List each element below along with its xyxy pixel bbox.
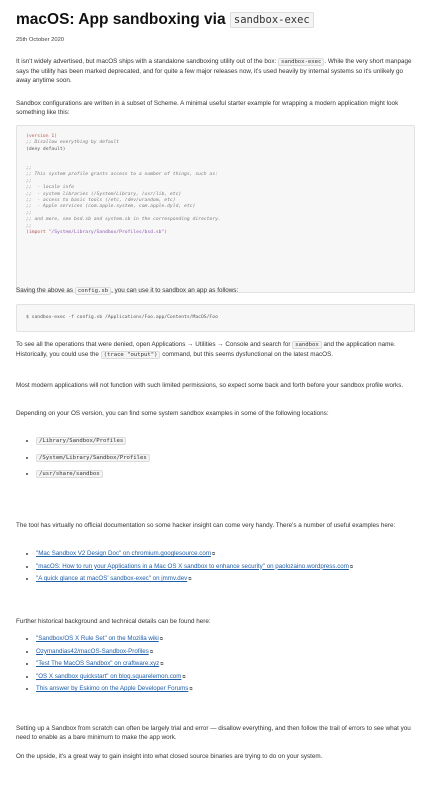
external-link-icon: ⧉ [211,551,216,556]
list-item [36,549,415,559]
code-string: "/System/Library/Sandbox/Profiles/bsd.sb" [48,230,165,236]
list-item [36,469,415,480]
intro-text-a: It isn't widely advertised, but macOS ships with a standalone sandboxing utility out of the box: [16,58,277,65]
locations-list [16,436,415,480]
external-link-icon: ⧉ [188,576,192,582]
intro-code: sandbox-exec [278,58,324,66]
examples-list [16,549,415,584]
example-link[interactable]: "A quick glance at macOS' sandbox-exec" on jmmv.dev [36,575,188,583]
console-text-b: and the application name. Historically, you could use the [16,341,396,359]
command-text: $ sandbox-exec -f config.sb /Applications/Foo.app/Contents/MacOS/Foo [26,315,218,320]
list-item [36,562,415,572]
background-link[interactable]: "Sandbox/OS X Rule Set" on the Mozilla wiki [36,635,159,642]
list-item [36,436,415,447]
location-path: /usr/share/sandbox [36,470,103,478]
background-link[interactable]: "OS X sandbox quickstart" on blog.squarelemon.com [36,672,182,680]
code-block [16,125,415,293]
title-code: sandbox-exec [230,12,314,28]
background-link[interactable]: Ozymandias42/macOS-Sandbox-Profiles [36,647,149,655]
list-item [36,634,415,644]
code-line: ;; [26,210,32,216]
background-link[interactable]: "Test The MacOS Sandbox" on craftware.xyz [36,660,160,668]
external-link-icon: ⧉ [160,661,164,667]
save-text-a: Saving the above as [16,287,74,294]
post-date: 25th October 2020 [16,37,65,43]
save-text-b: , you can use it to sandbox an app as follows: [111,287,239,294]
page-title [16,0,415,30]
console-code-sandbox: sandbox [292,341,322,349]
upside-paragraph: On the upside, it's a great way to gain insight into what closed source binaries are trying to do on your system. [16,753,323,760]
list-item [36,453,415,464]
location-path: /System/Library/Sandbox/Profiles [36,454,150,462]
console-text-c: command, but this seems dysfunctional on the latest macOS. [162,351,334,359]
background-intro: Further historical background and technical details can be found here: [16,618,211,625]
background-list [16,634,415,694]
examples-intro: The tool has virtually no official documentation so some hacker insight can come very handy. There's a number of useful examples here: [16,522,396,529]
save-paragraph [16,286,415,296]
code-content [26,134,405,237]
console-code-trace: (trace "output") [101,351,161,359]
permissions-paragraph: Most modern applications will not function with such limited permissions, so expect some back and forth before your sandbox profile works. [16,382,404,389]
external-link-icon: ⧉ [149,648,154,654]
list-item [36,684,415,694]
intro-paragraph [16,57,415,86]
scheme-paragraph: Sandbox configurations are written in a subset of Scheme. A minimal useful starter example for wrapping a modern application might look something like this: [16,100,399,117]
code-line: (import [26,230,49,236]
console-text-a: To see all the operations that were denied, open Applications → Utilities → Console and search for [16,341,291,348]
example-link[interactable]: "Mac Sandbox V2 Design Doc" on chromium.googlesource.com [36,550,211,557]
console-paragraph [16,340,415,360]
code-line: ;; - system libraries (/System/Library, /usr/lib, etc) [26,191,182,197]
code-line: ;; [26,178,32,184]
external-link-icon: ⧉ [189,686,193,692]
code-line: ;; [26,223,32,229]
save-code: config.sb [75,287,111,295]
code-line: ;; This system profile grants access to a number of things, such as: [26,172,218,178]
code-line: (deny default) [26,146,66,152]
list-item [36,672,415,682]
list-item [36,647,415,657]
background-link[interactable]: This answer by Eskimo on the Apple Developer Forums [36,685,189,693]
code-line: (version 1) [26,134,58,139]
intro-text-b: . While the very short manpage says the utility has been marked deprecated, and for quite a few major releases now, it's used heavily by internal systems so it's unlikely go away anytime soon. [16,58,412,85]
locations-paragraph: Depending on your OS version, you can find some system sandbox examples in some of the following locations: [16,410,329,417]
command-block [16,304,415,332]
list-item [36,574,415,584]
code-line: ;; - access to basic tools (/etc, /dev/urandom, etc) [26,198,176,204]
example-link[interactable]: "macOS: How to run your Applications in a Mac OS X sandbox to enhance security" on paolozaino.wordpress.com [36,562,349,570]
external-link-icon: ⧉ [182,673,186,679]
trial-error-paragraph: Setting up a Sandbox from scratch can often be largely trial and error — disallow everything, and then follow the trail of errors to see what you need to enable as a bare minimum to make the app work. [16,725,411,742]
location-path: /Library/Sandbox/Profiles [36,437,126,445]
list-item [36,659,415,669]
external-link-icon: ⧉ [349,563,354,569]
code-line: ;; Disallow everything by default [26,140,120,146]
code-line: ;; and more, see bsd.sb and system.sb in the corresponding directory. [26,217,221,223]
code-line: ;; - locale info [26,185,74,191]
code-line: ;; - Apple services (com.apple.system, com.apple.dyld, etc) [26,204,196,210]
page-title-text: macOS: App sandboxing via [16,11,226,28]
code-line: ;; [26,166,32,172]
code-line: ) [164,230,168,236]
external-link-icon: ⧉ [159,636,163,641]
